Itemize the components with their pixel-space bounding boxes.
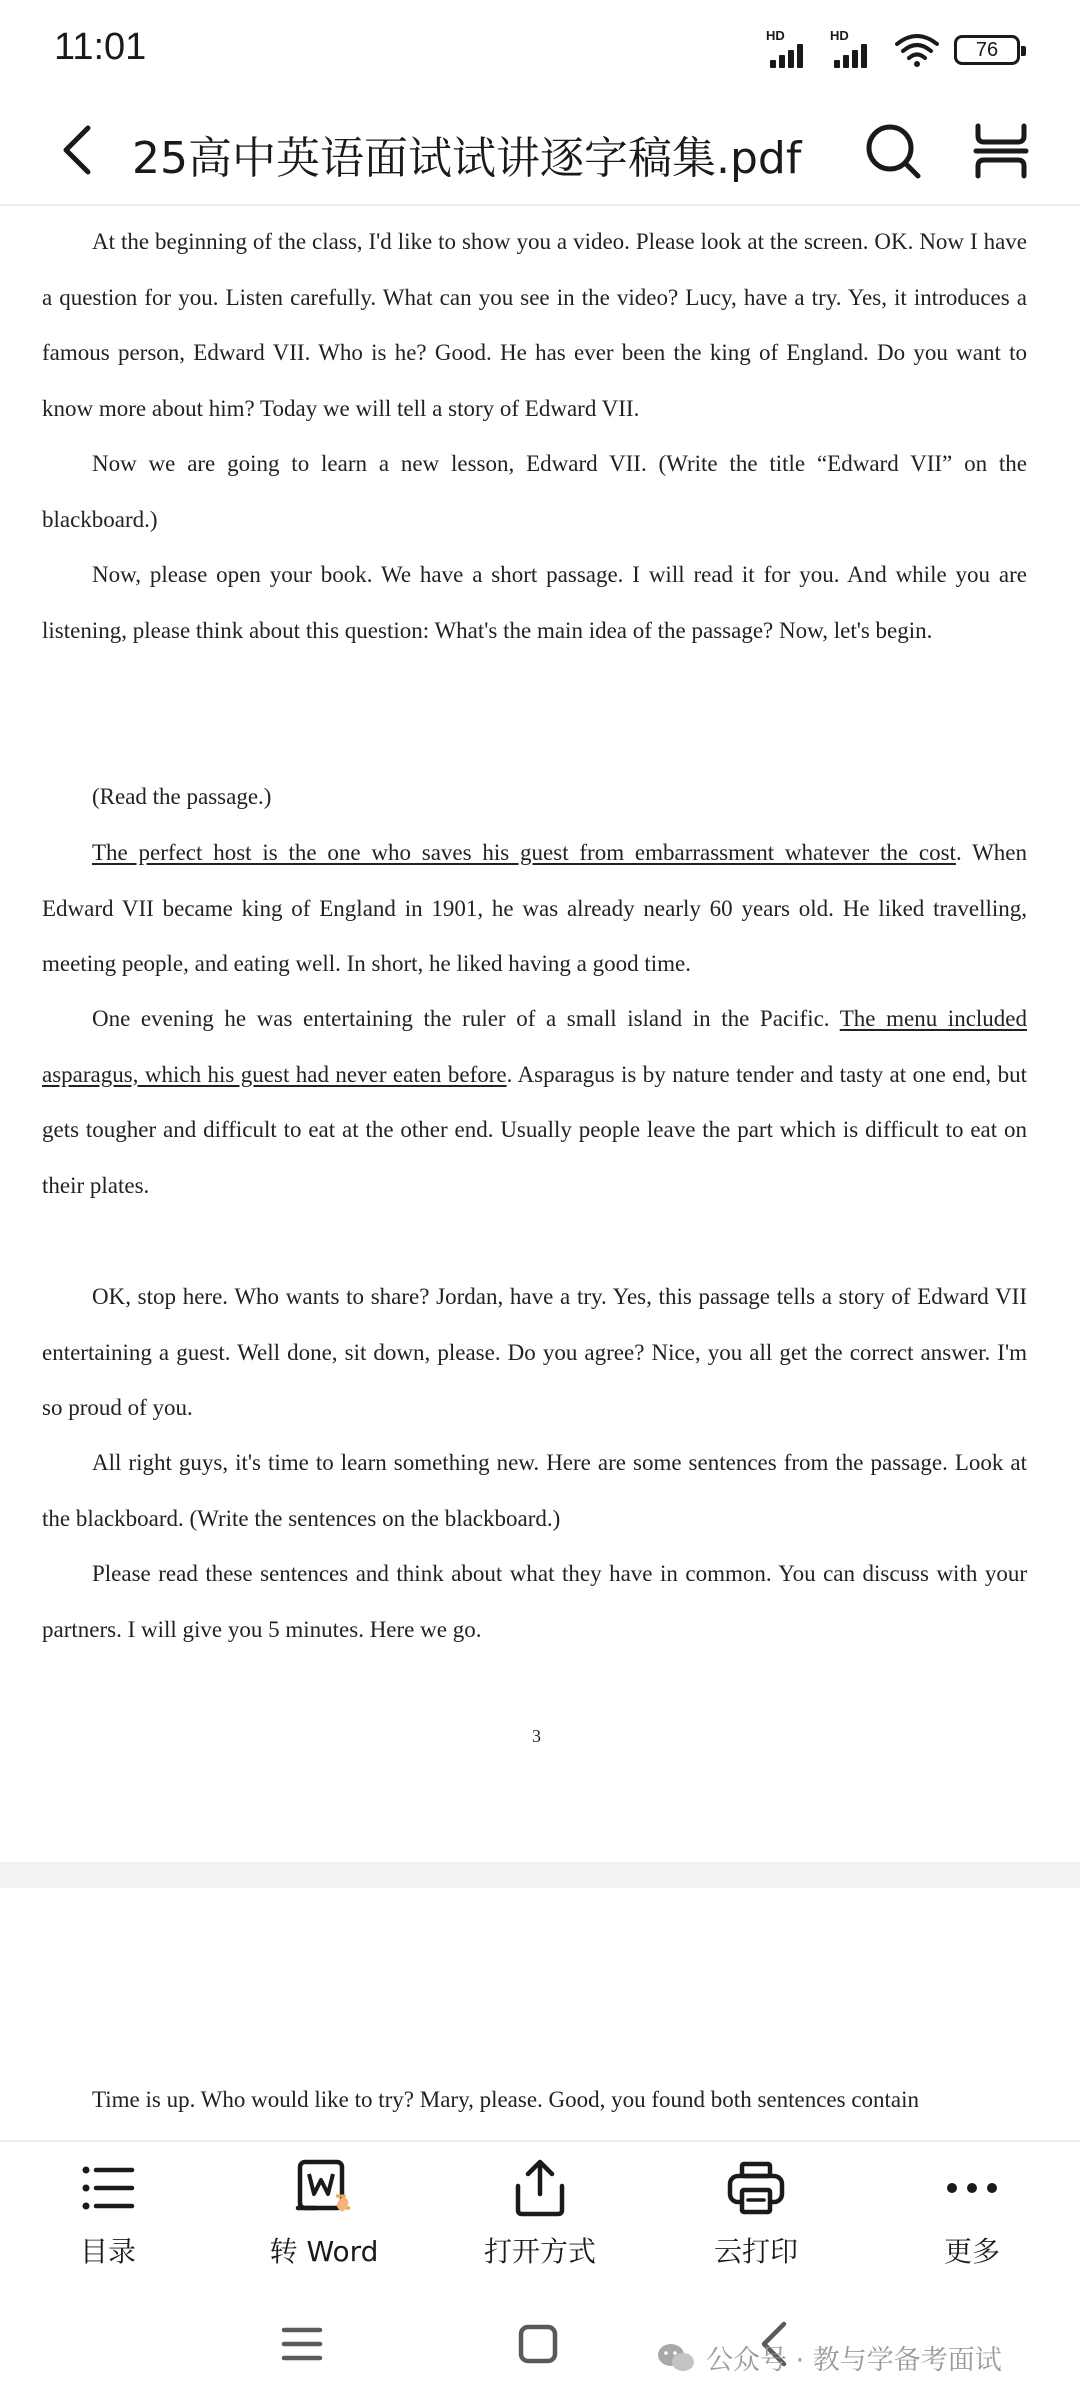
paragraph	[42, 825, 1027, 992]
paragraph: Time is up. Who would like to try? Mary, please. Good, you found both sentences contain	[92, 2087, 920, 2112]
list-icon	[78, 2158, 138, 2218]
convert-word-button[interactable]	[216, 2142, 432, 2292]
bottom-toolbar	[0, 2140, 1080, 2290]
printer-icon	[726, 2158, 786, 2218]
paragraph	[42, 991, 1027, 1213]
underlined-sentence: The menu included asparagus, which his guest had never eaten before	[42, 1006, 1027, 1087]
page-number: 3	[532, 1726, 541, 1746]
cloud-print-button[interactable]	[648, 2142, 864, 2292]
watermark	[656, 2338, 1002, 2377]
underlined-sentence: The perfect host is the one who saves his guest from embarrassment whatever the cost	[92, 840, 956, 865]
more-icon	[942, 2158, 1002, 2218]
convert-word-icon	[294, 2158, 354, 2218]
status-icons	[766, 30, 1020, 70]
pdf-page	[0, 208, 1073, 1862]
back-arrow-icon[interactable]	[50, 120, 110, 180]
paragraph: OK, stop here. Who wants to share? Jordan, have a try. Yes, this passage tells a story of Edward VII entertaining a guest. Well done, sit down, please. Do you agree? Nice, you all get the correct answer. I'm so proud of you.	[42, 1284, 1027, 1420]
reading-mode-icon[interactable]	[970, 120, 1032, 182]
pdf-viewer[interactable]	[0, 208, 1080, 2140]
hd-label-2: HD	[830, 28, 849, 43]
wechat-icon	[656, 2341, 696, 2375]
watermark-text: 公众号 · 教与学备考面试	[706, 2345, 1002, 2376]
open-with-button[interactable]	[432, 2142, 648, 2292]
status-time: 11:01	[54, 26, 147, 68]
paragraph: (Read the passage.)	[92, 784, 272, 809]
signal-icon	[766, 30, 816, 70]
toc-button[interactable]	[0, 2142, 216, 2292]
cloud-print-label: 云打印	[713, 2235, 798, 2268]
home-icon[interactable]	[508, 2314, 568, 2374]
text-run: . Asparagus is by nature tender and tasty at one end, but gets tougher and difficult to eat at the other end. Usually people leave the part which is difficult to eat on their plates.	[42, 1061, 1027, 1198]
pdf-page	[0, 1888, 1073, 2140]
more-label: 更多	[943, 2235, 1000, 2268]
document-title: 25高中英语面试试讲逐字稿集.pdf	[132, 133, 802, 184]
open-with-label: 打开方式	[483, 2235, 596, 2268]
paragraph: Now we are going to learn a new lesson, Edward VII. (Write the title “Edward VII” on the blackboard.)	[42, 451, 1027, 532]
menu-icon[interactable]	[272, 2314, 332, 2374]
signal-icon-2	[830, 30, 880, 70]
wifi-icon	[894, 32, 940, 68]
more-button[interactable]	[864, 2142, 1080, 2292]
battery-icon	[954, 35, 1020, 65]
paragraph: Now, please open your book. We have a short passage. I will read it for you. And while you are listening, please think about this question: What's the main idea of the passage? Now, let's begin.	[42, 562, 1027, 643]
title-bar	[0, 100, 1080, 206]
toc-label: 目录	[79, 2235, 136, 2268]
search-icon[interactable]	[862, 120, 924, 182]
status-bar	[0, 0, 1080, 100]
text-run: Edward VII became king of England in 1901, he was already nearly 60 years old. He liked travelling, meeting people, and eating well. In short, he liked having a good time.	[42, 895, 1027, 976]
text-run: One evening he was entertaining the ruler of a small island in the Pacific.	[92, 1006, 840, 1031]
page-separator	[0, 1862, 1080, 1888]
text-run: . When	[955, 840, 1027, 865]
paragraph: Please read these sentences and think about what they have in common. You can discuss with your partners. I will give you 5 minutes. Here we go.	[42, 1561, 1027, 1642]
paragraph: At the beginning of the class, I'd like to show you a video. Please look at the screen. OK. Now I have a question for you. Listen carefully. What can you see in the video? Lucy, have a try. Yes, it introduces a famous person, Edward VII. Who is he? Good. He has ever been the king of England. Do you want to know more about him? Today we will tell a story of Edward VII.	[42, 229, 1027, 421]
battery-level: 76	[975, 38, 999, 61]
convert-word-label: 转 Word	[269, 2235, 379, 2268]
paragraph: All right guys, it's time to learn something new. Here are some sentences from the passage. Look at the blackboard. (Write the sentences on the blackboard.)	[42, 1450, 1027, 1531]
hd-label: HD	[766, 28, 785, 43]
system-nav-bar	[0, 2290, 1080, 2401]
share-icon	[510, 2158, 570, 2218]
